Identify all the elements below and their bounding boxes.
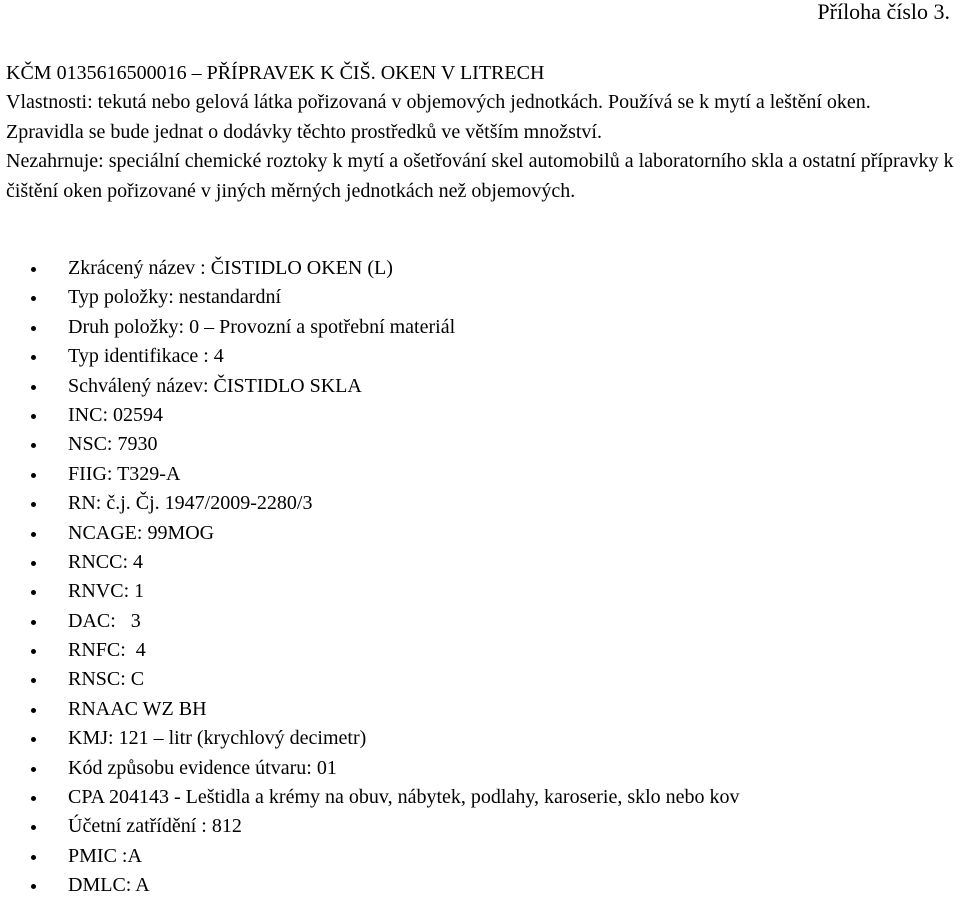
bullet-icon: [31, 767, 36, 772]
bullet-icon: [31, 796, 36, 801]
nsc-code: NSC: 7930: [68, 433, 158, 456]
list-item: [0, 254, 740, 283]
inc-code: INC: 02594: [68, 403, 163, 426]
list-item: [0, 695, 740, 724]
pmic-code: PMIC :A: [68, 844, 142, 867]
list-item: [0, 313, 740, 342]
rncc-code: RNCC: 4: [68, 550, 144, 573]
bullet-icon: [31, 737, 36, 742]
list-item: [0, 636, 740, 665]
bullet-icon: [31, 884, 36, 889]
item-type: Typ položky: nestandardní: [68, 286, 281, 309]
bullet-icon: [31, 385, 36, 390]
accounting-class: Účetní zatřídění : 812: [68, 815, 242, 838]
identification-type: Typ identifikace : 4: [68, 345, 224, 368]
properties-text: Vlastnosti: tekutá nebo gelová látka pořizovaná v objemových jednotkách. Používá se k mytí a leštění oken.: [6, 91, 871, 114]
attachment-label: Příloha číslo 3.: [817, 0, 950, 24]
list-item: [0, 607, 740, 636]
ncage-code: NCAGE: 99MOG: [68, 521, 215, 544]
list-item: [0, 460, 740, 489]
bullet-icon: [31, 414, 36, 419]
bullet-icon: [31, 355, 36, 360]
dac-code: DAC: 3: [68, 609, 141, 632]
supply-note: Zpravidla se bude jednat o dodávky těchto prostředků ve větším množství.: [6, 120, 602, 143]
list-item: [0, 871, 740, 900]
record-method-code: Kód způsobu evidence útvaru: 01: [68, 756, 337, 779]
list-item: [0, 842, 740, 871]
list-item: [0, 401, 740, 430]
list-item: [0, 283, 740, 312]
short-name: Zkrácený název : ČISTIDLO OKEN (L): [68, 257, 393, 279]
cpa-code: CPA 204143 - Leštidla a krémy na obuv, nábytek, podlahy, karoserie, sklo nebo kov: [68, 786, 740, 809]
list-item: [0, 519, 740, 548]
bullet-icon: [31, 296, 36, 301]
list-item: [0, 783, 740, 812]
exclusions-text: Nezahrnuje: speciální chemické roztoky k mytí a ošetřování skel automobilů a laboratorního skla a ostatní přípravky k čištění oken pořizované v jiných měrných jednotkách než objemových.: [6, 150, 954, 202]
rnaac-code: RNAAC WZ BH: [68, 697, 207, 720]
bullet-icon: [31, 708, 36, 713]
list-item: [0, 342, 740, 371]
fiig-code: FIIG: T329-A: [68, 462, 181, 485]
bullet-icon: [31, 473, 36, 478]
rnvc-code: RNVC: 1: [68, 580, 145, 603]
rnfc-code: RNFC: 4: [68, 639, 146, 662]
list-item: [0, 665, 740, 694]
bullet-icon: [31, 678, 36, 683]
list-item: [0, 489, 740, 518]
item-heading: KČM 0135616500016 – PŘÍPRAVEK K ČIŠ. OKEN V LITRECH: [6, 62, 545, 84]
bullet-icon: [31, 620, 36, 625]
list-item: [0, 548, 740, 577]
list-item: [0, 577, 740, 606]
bullet-icon: [31, 825, 36, 830]
bullet-icon: [31, 502, 36, 507]
list-item: [0, 812, 740, 841]
bullet-icon: [31, 649, 36, 654]
list-item: [0, 430, 740, 459]
bullet-icon: [31, 590, 36, 595]
item-attributes-list: [0, 254, 740, 901]
bullet-icon: [31, 561, 36, 566]
kmj-unit: KMJ: 121 – litr (krychlový decimetr): [68, 727, 367, 750]
rnsc-code: RNSC: C: [68, 668, 145, 691]
item-kind: Druh položky: 0 – Provozní a spotřební materiál: [68, 315, 456, 338]
approved-name: Schválený název: ČISTIDLO SKLA: [68, 374, 362, 397]
list-item: [0, 754, 740, 783]
list-item: [0, 372, 740, 401]
bullet-icon: [31, 532, 36, 537]
bullet-icon: [31, 855, 36, 860]
dmlc-code: DMLC: A: [68, 874, 150, 897]
bullet-icon: [31, 443, 36, 448]
item-description: [6, 59, 956, 206]
bullet-icon: [31, 326, 36, 331]
rn-reference: RN: č.j. Čj. 1947/2009-2280/3: [68, 492, 313, 515]
list-item: [0, 724, 740, 753]
bullet-icon: [31, 267, 36, 272]
